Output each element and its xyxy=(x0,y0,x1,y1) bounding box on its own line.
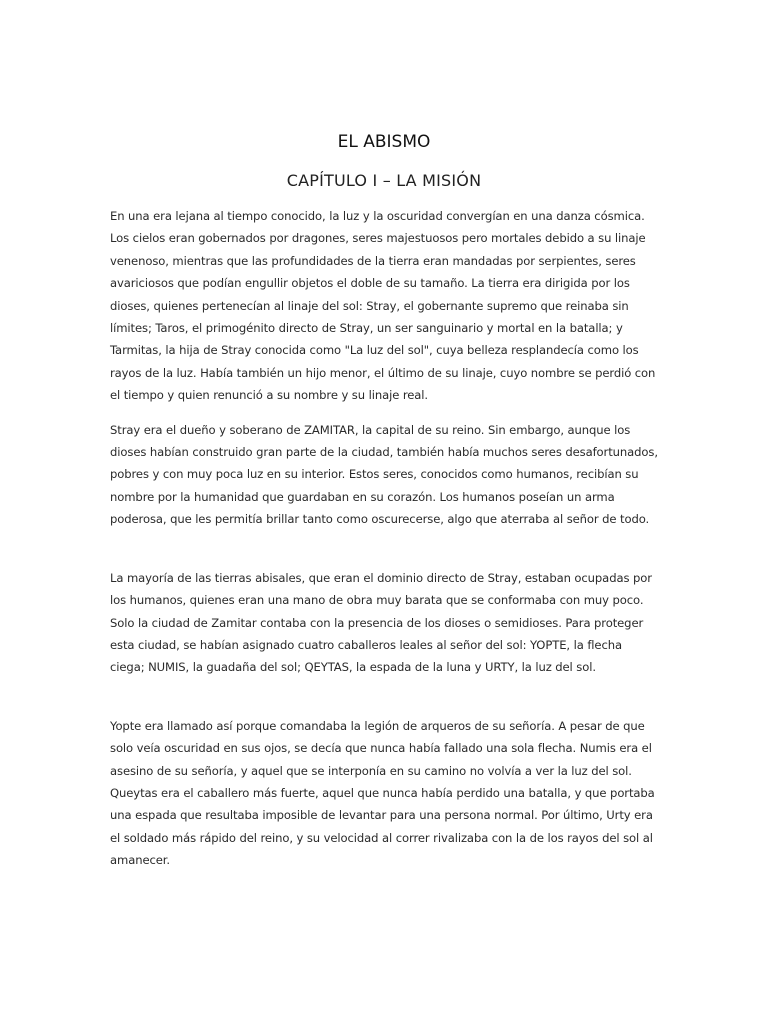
document-body xyxy=(110,205,658,872)
paragraph-3: La mayoría de las tierras abisales, que eran el dominio directo de Stray, estaban ocupadas por los humanos, quienes eran una mano de obra muy barata que se conformaba con muy poco. Solo la ciudad de Zamitar contaba con la presencia de los dioses o semidioses. Para proteger esta ciudad, se habían asignado cuatro caballeros leales al señor del sol: YOPTE, la flecha ciega; NUMIS, la guadaña del sol; QEYTAS, la espada de la luna y URTY, la luz del sol. xyxy=(110,570,652,675)
paragraph-4: Yopte era llamado así porque comandaba la legión de arqueros de su señoría. A pesar de que solo veía oscuridad en sus ojos, se decía que nunca había fallado una sola flecha. Numis era el asesino de su señoría, y aquel que se interponía en su camino no volvía a ver la luz del sol. Queytas era el caballero más fuerte, aquel que nunca había perdido una batalla, y que portaba una espada que resultaba imposible de levantar para una persona normal. Por último, Urty era el soldado más rápido del reino, y su velocidad al correr rivalizaba con la de los rayos del sol al amanecer. xyxy=(110,718,655,868)
chapter-heading: CAPÍTULO I – LA MISIÓN xyxy=(286,171,482,190)
paragraph-2: Stray era el dueño y soberano de ZAMITAR, la capital de su reino. Sin embargo, aunque los dioses habían construido gran parte de la ciudad, también había muchos seres desafortunados, pobres y con muy poca luz en su interior. Estos seres, conocidos como humanos, recibían su nombre por la humanidad que guardaban en su corazón. Los humanos poseían un arma poderosa, que les permitía brillar tanto como oscurecerse, algo que aterraba al señor de todo. xyxy=(110,422,658,527)
paragraph-1: En una era lejana al tiempo conocido, la luz y la oscuridad convergían en una danza cósmica. Los cielos eran gobernados por dragones, seres majestuosos pero mortales debido a su linaje venenoso, mientras que las profundidades de la tierra eran mandadas por serpientes, seres avariciosos que podían engullir objetos el doble de su tamaño. La tierra era dirigida por los dioses, quienes pertenecían al linaje del sol: Stray, el gobernante supremo que reinaba sin límites; Taros, el primogénito directo de Stray, un ser sanguinario y mortal en la batalla; y Tarmitas, la hija de Stray conocida como "La luz del sol", cuya belleza resplandecía como los rayos de la luz. Había también un hijo menor, el último de su linaje, cuyo nombre se perdió con el tiempo y quien renunció a su nombre y su linaje real. xyxy=(110,209,656,403)
document-title: EL ABISMO xyxy=(337,132,431,152)
